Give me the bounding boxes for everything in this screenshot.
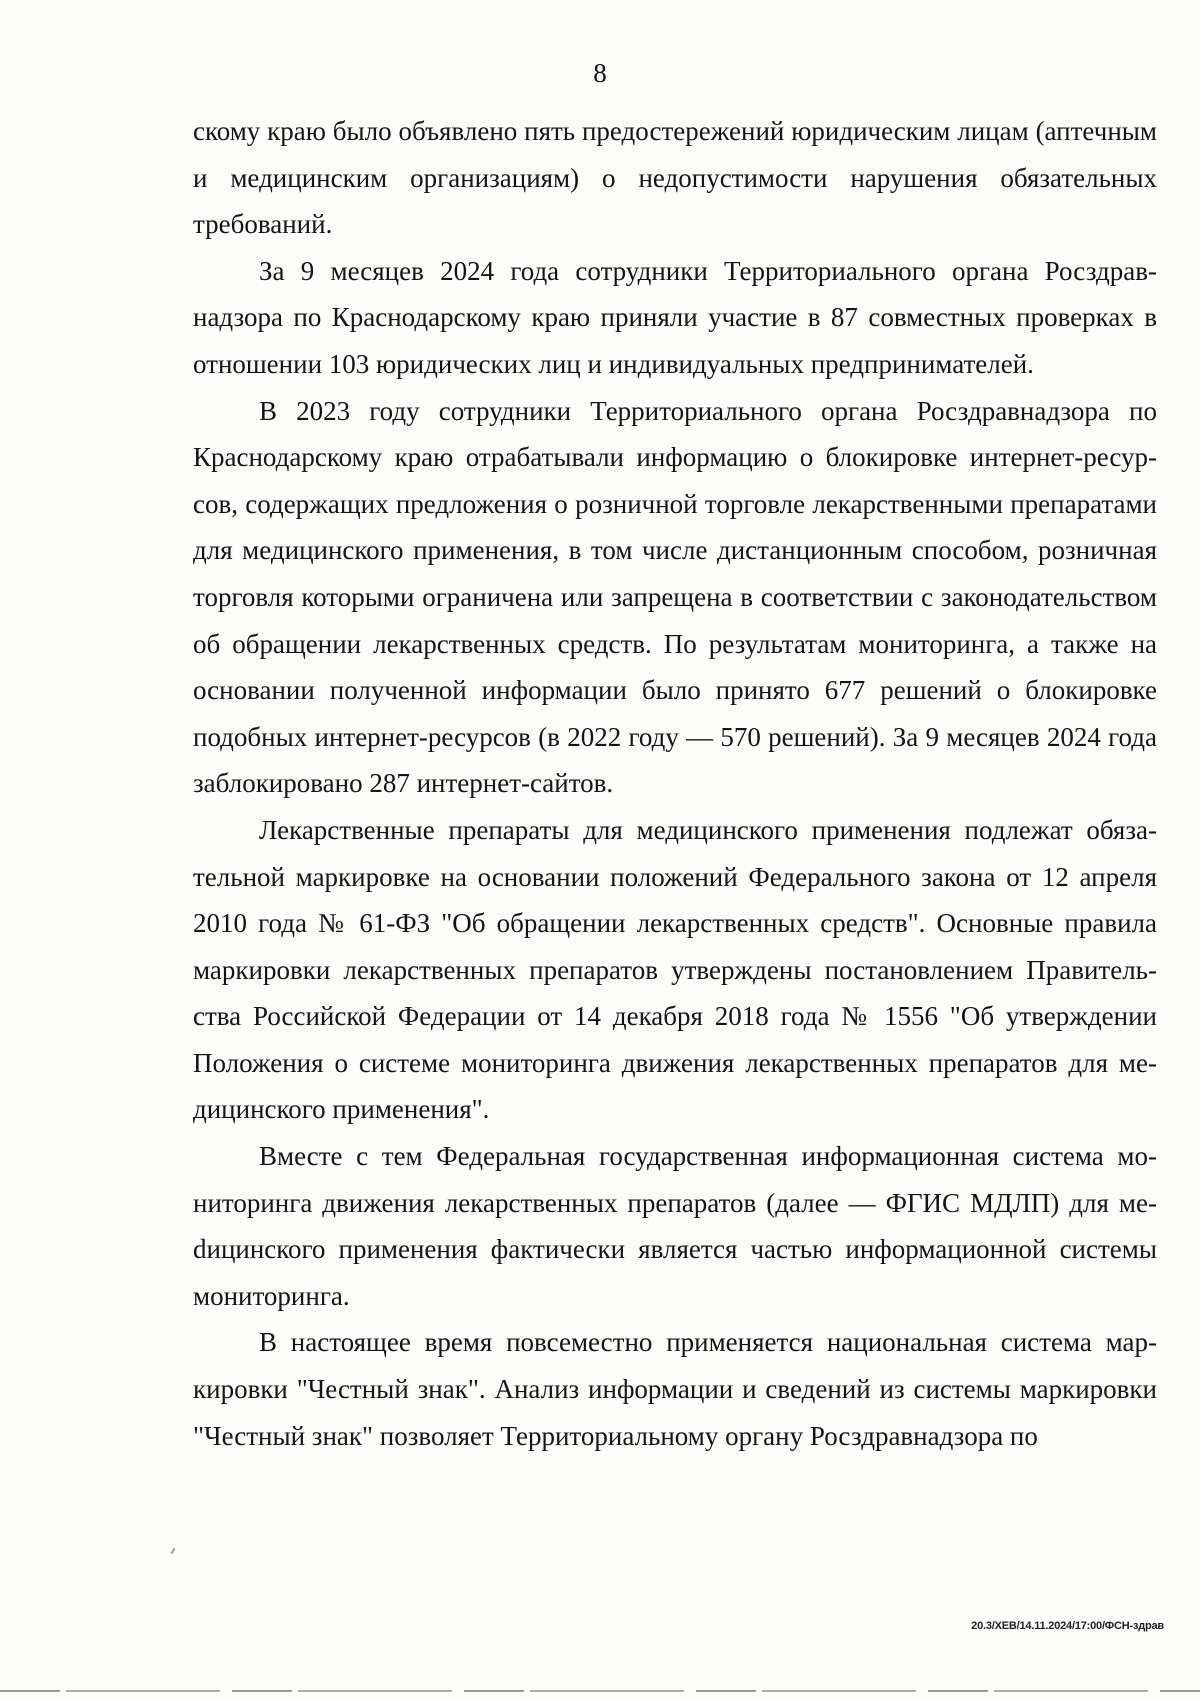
document-body	[193, 108, 1157, 1459]
paragraph-4: Лекарственные препараты для медицинского применения подлежат обязательной маркировке на основании положений Федерального закона от 12 апреля 2010 года № 61-ФЗ "Об обращении лекарственных средств". Основные правила маркировки лекарственных препаратов утверждены постановлением Правительства Российской Федерации от 14 декабря 2018 года № 1556 "Об утверждении Положения о системе мониторинга движения лекарственных препаратов для медицинского применения".	[193, 814, 1157, 1125]
paragraph-1: скому краю было объявлено пять предостережений юридическим лицам (аптечным и медицинским организациям) о недопустимости нарушения обязательных требований.	[193, 116, 1157, 240]
scan-speck	[171, 1548, 176, 1554]
footer-document-code: 20.3/ХЕВ/14.11.2024/17:00/ФСН-здрав	[971, 1620, 1164, 1632]
paragraph-3: В 2023 году сотрудники Территориального органа Росздравнадзора по Краснодарскому краю отрабатывали информацию о блокировке интернет-ресурсов, содержащих предложения о розничной торговле лекарственными препаратами для медицинского применения, в том числе дистанционным способом, розничная торговля которыми ограничена или запрещена в соответствии с законодательством об обращении лекарственных средств. По результатам мониторинга, а также на основании полученной информации было принято 677 решений о блокировке подобных интернет-ресурсов (в 2022 году — 570 решений). За 9 месяцев 2024 года заблокировано 287 интернет-сайтов.	[193, 395, 1157, 799]
paragraph-2: За 9 месяцев 2024 года сотрудники Территориального органа Росздравнадзора по Краснодарскому краю приняли участие в 87 совместных проверках в отношении 103 юридических лиц и индивидуальных предпринимателей.	[193, 255, 1157, 379]
page-number: 8	[593, 58, 607, 88]
scan-edge-line	[0, 1690, 1200, 1692]
paragraph-6: В настоящее время повсеместно применяется национальная система маркировки "Честный знак". Анализ информации и сведений из системы маркировки "Честный знак" позволяет Территориальному органу Росздравнадзора по	[193, 1327, 1157, 1451]
paragraph-5: Вместе с тем Федеральная государственная информационная система мониторинга движения лекарственных препаратов (далее — ФГИС МДЛП) для меdицинского применения фактически является частью информационной системы мониторинга.	[193, 1141, 1157, 1311]
